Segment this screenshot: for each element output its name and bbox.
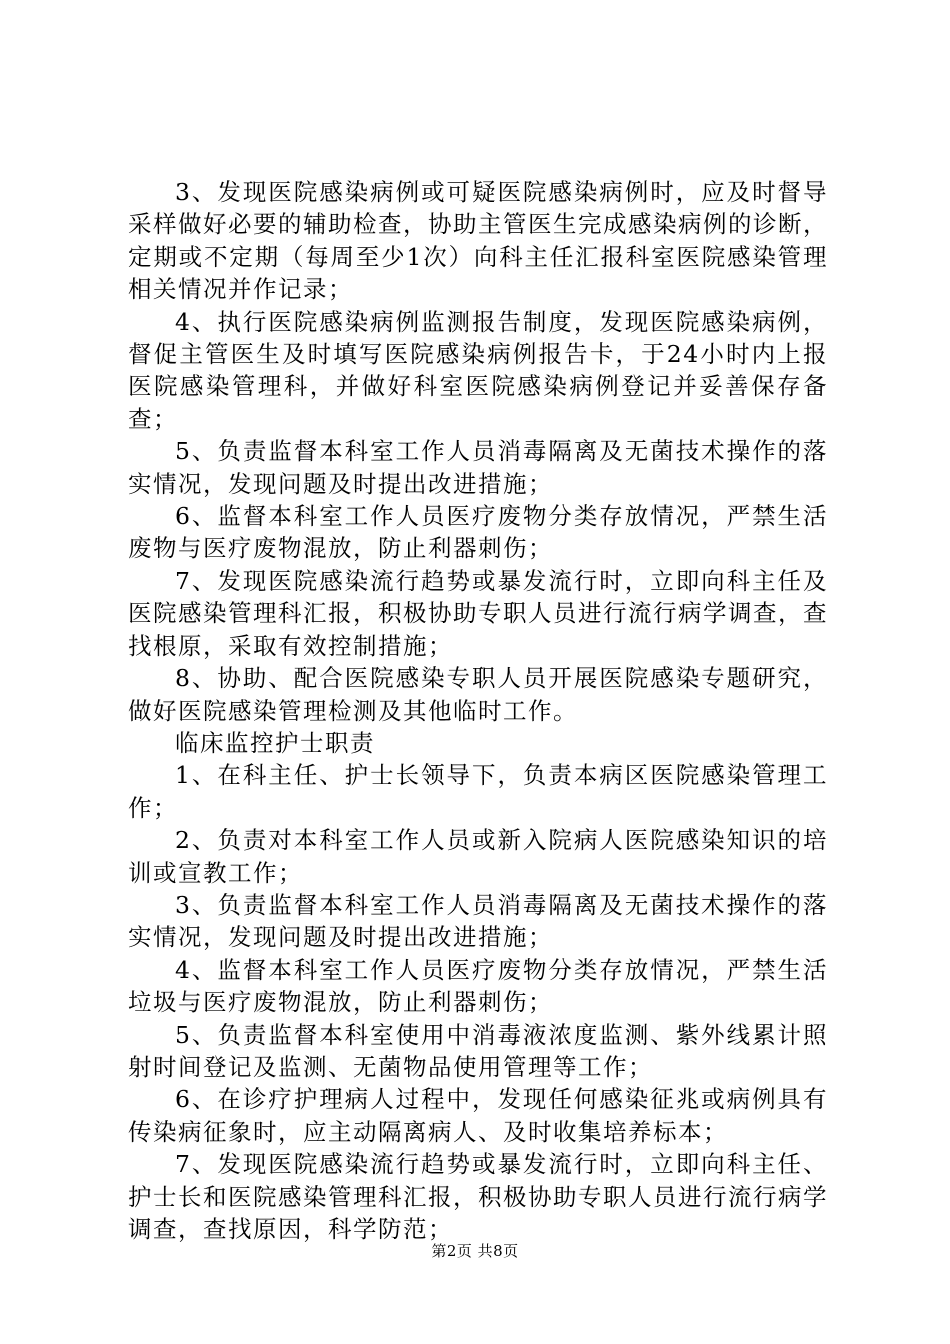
paragraph-item-6: 6、监督本科室工作人员医疗废物分类存放情况，严禁生活废物与医疗废物混放，防止利器刺伤； — [128, 502, 828, 563]
document-body — [128, 176, 828, 1245]
paragraph-item-8: 8、协助、配合医院感染专职人员开展医院感染专题研究，做好医院感染管理检测及其他临时工作。 — [128, 664, 828, 725]
nurse-duty-item-7: 7、发现医院感染流行趋势或暴发流行时，立即向科主任、护士长和医院感染管理科汇报，积极协助专职人员进行流行病学调查，查找原因，科学防范； — [128, 1150, 828, 1243]
paragraph-item-4: 4、执行医院感染病例监测报告制度，发现医院感染病例，督促主管医生及时填写医院感染病例报告卡，于24小时内上报医院感染管理科，并做好科室医院感染病例登记并妥善保存备查； — [128, 307, 828, 433]
section-heading: 临床监控护士职责 — [175, 728, 375, 757]
paragraph-item-5: 5、负责监督本科室工作人员消毒隔离及无菌技术操作的落实情况，发现问题及时提出改进措施； — [128, 437, 828, 498]
nurse-duty-item-4: 4、监督本科室工作人员医疗废物分类存放情况，严禁生活垃圾与医疗废物混放，防止利器刺伤； — [128, 955, 828, 1017]
nurse-duty-item-6: 6、在诊疗护理病人过程中，发现任何感染征兆或病例具有传染病征象时，应主动隔离病人、及时收集培养标本； — [128, 1085, 828, 1146]
page-total: 共8页 — [477, 1242, 519, 1260]
page-number: 第2页 — [431, 1242, 473, 1260]
page-footer — [0, 1241, 950, 1261]
nurse-duty-item-1: 1、在科主任、护士长领导下，负责本病区医院感染管理工作； — [128, 761, 828, 822]
nurse-duty-item-3: 3、负责监督本科室工作人员消毒隔离及无菌技术操作的落实情况，发现问题及时提出改进措施； — [128, 890, 828, 952]
nurse-duty-item-5: 5、负责监督本科室使用中消毒液浓度监测、紫外线累计照射时间登记及监测、无菌物品使用管理等工作； — [128, 1020, 828, 1081]
paragraph-item-7: 7、发现医院感染流行趋势或暴发流行时，立即向科主任及医院感染管理科汇报，积极协助专职人员进行流行病学调查，查找根原，采取有效控制措施； — [128, 566, 828, 660]
paragraph-item-3: 3、发现医院感染病例或可疑医院感染病例时，应及时督导采样做好必要的辅助检查，协助主管医生完成感染病例的诊断，定期或不定期（每周至少1次）向科主任汇报科室医院感染管理相关情况并作记录； — [128, 178, 828, 304]
nurse-duty-item-2: 2、负责对本科室工作人员或新入院病人医院感染知识的培训或宣教工作； — [128, 826, 828, 887]
